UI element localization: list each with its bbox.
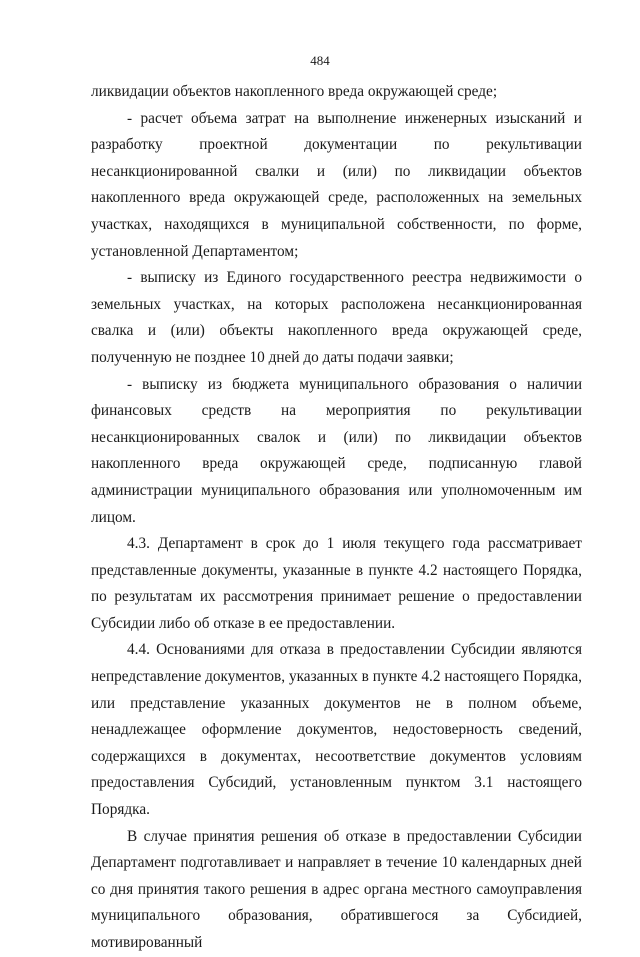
paragraph-continuation: ликвидации объектов накопленного вреда окружающей среде; xyxy=(91,83,498,100)
paragraph-section-4-3: 4.3. Департамент в срок до 1 июля текущего года рассматривает представленные документы, указанные в пункте 4.2 настоящего Порядка, по результатам их рассмотрения принимает решение о предоставлении Субсидии либо об отказе в ее предоставлении. xyxy=(91,535,582,632)
document-body xyxy=(91,79,582,957)
paragraph-cost-estimate-item: - расчет объема затрат на выполнение инженерных изысканий и разработку проектной документации по рекультивации несанкционированной свалки и (или) по ликвидации объектов накопленного вреда окружающей среде, расположенных на земельных участках, находящихся в муниципальной собственности, по форме, установленной Департаментом; xyxy=(91,109,582,260)
paragraph-section-4-4: 4.4. Основаниями для отказа в предоставлении Субсидии являются непредставление документов, указанных в пункте 4.2 настоящего Порядка, или представление указанных документов не в полном объеме, ненадлежащее оформление документов, недостоверность сведений, содержащихся в документах, несоответствие документов условиям предоставления Субсидий, установленным пунктом 3.1 настоящего Порядка. xyxy=(91,641,582,819)
paragraph-refusal-procedure: В случае принятия решения об отказе в предоставлении Субсидии Департамент подготавливает и направляет в течение 10 календарных дней со дня принятия такого решения в адрес органа местного самоуправления муниципального образования, обратившегося за Субсидией, мотивированный xyxy=(91,827,582,951)
paragraph-registry-extract-item: - выписку из Единого государственного реестра недвижимости о земельных участках, на которых расположена несанкционированная свалка и (или) объекты накопленного вреда окружающей среде, полученную не позднее 10 дней до даты подачи заявки; xyxy=(91,269,582,366)
paragraph-budget-extract-item: - выписку из бюджета муниципального образования о наличии финансовых средств на мероприятия по рекультивации несанкционированных свалок и (или) по ликвидации объектов накопленного вреда окружающей среде, подписанную главой администрации муниципального образования или уполномоченным им лицом. xyxy=(91,375,582,526)
page-number: 484 xyxy=(310,53,330,68)
